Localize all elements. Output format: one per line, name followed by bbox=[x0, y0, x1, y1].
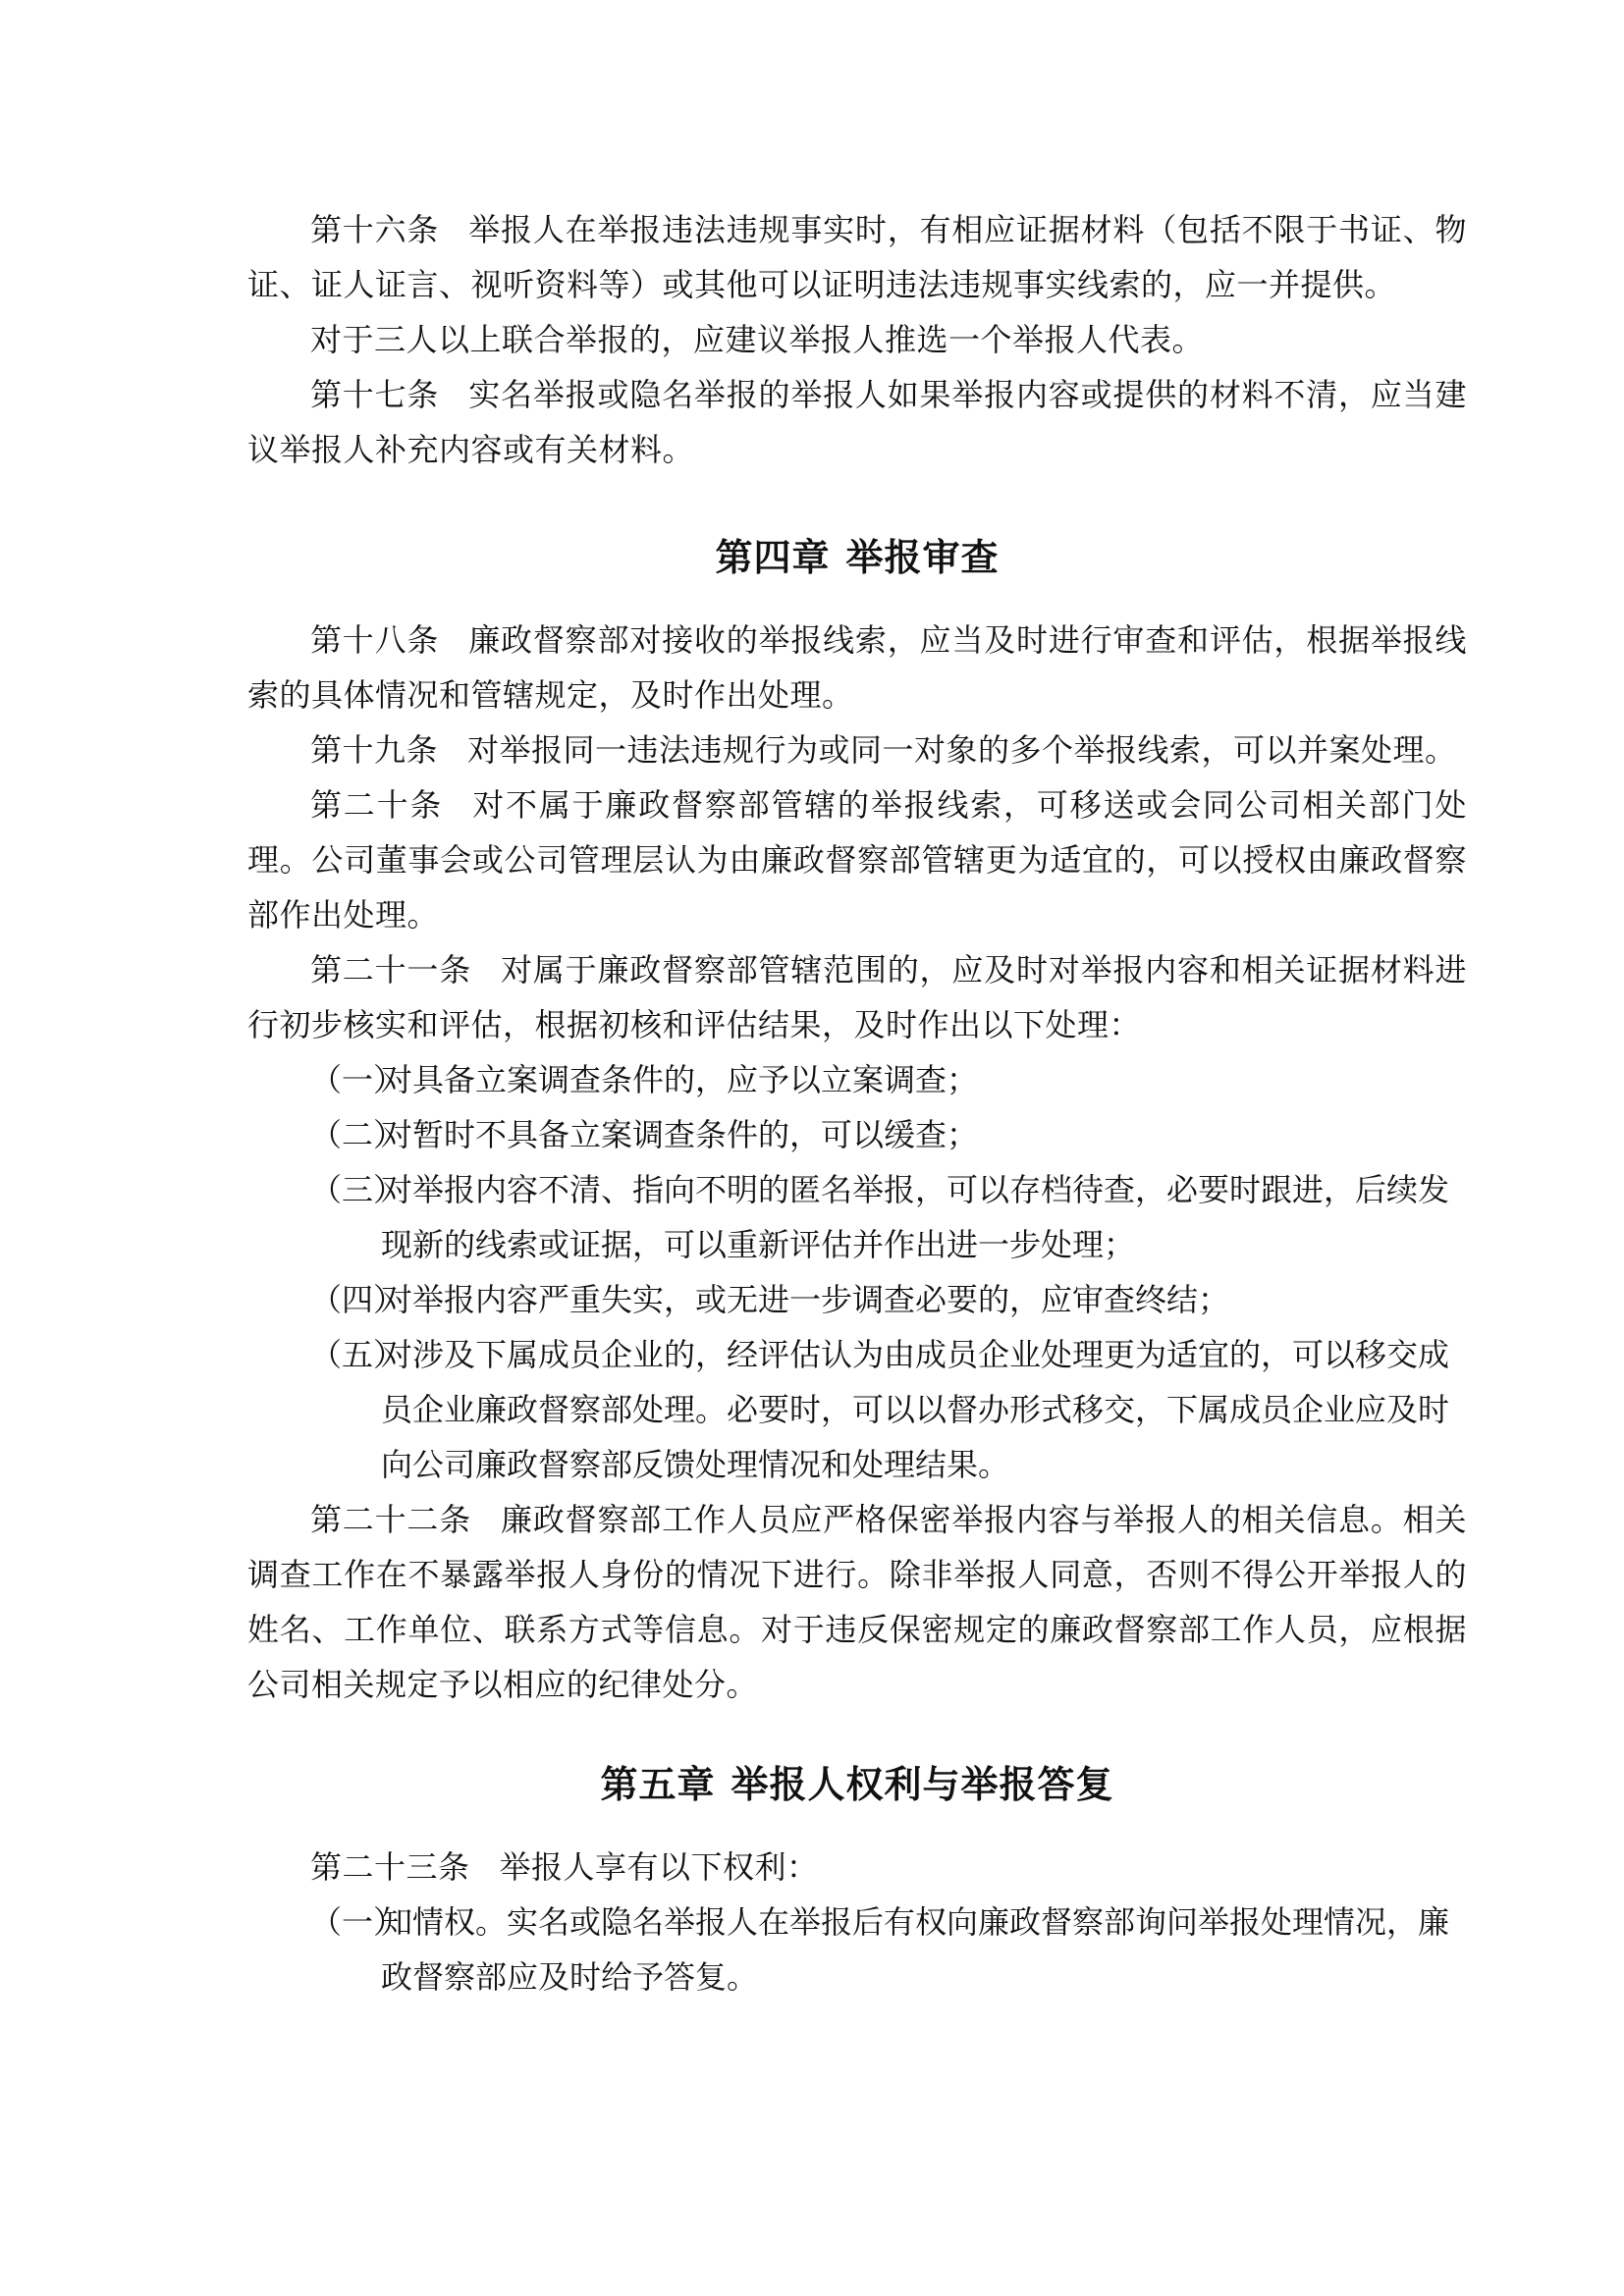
item-number: （二） bbox=[310, 1116, 406, 1153]
article-18 bbox=[247, 613, 1467, 722]
chapter-title: 举报审查 bbox=[845, 536, 1000, 579]
article-21 bbox=[247, 942, 1467, 1052]
item-number: （一） bbox=[310, 1903, 406, 1941]
article-16 bbox=[247, 202, 1467, 312]
article-number: 第十六条 bbox=[310, 211, 440, 248]
item-text: 对具备立案调查条件的，应予以立案调查； bbox=[381, 1061, 979, 1098]
document-body bbox=[247, 202, 1467, 2004]
list-item bbox=[247, 1107, 1467, 1162]
article-text: 廉政督察部对接收的举报线索，应当及时进行审查和评估，根据举报线索的具体情况和管辖规定，及时作出处理。 bbox=[247, 621, 1467, 714]
item-number: （五） bbox=[310, 1336, 406, 1373]
list-item bbox=[247, 1162, 1467, 1272]
article-22 bbox=[247, 1492, 1467, 1712]
article-19 bbox=[247, 722, 1467, 777]
article-16-paragraph-2: 对于三人以上联合举报的，应建议举报人推选一个举报人代表。 bbox=[310, 321, 1205, 358]
item-text: 对举报内容不清、指向不明的匿名举报，可以存档待查，必要时跟进，后续发现新的线索或证据，可以重新评估并作出进一步处理； bbox=[381, 1171, 1450, 1263]
item-number: （一） bbox=[310, 1061, 406, 1098]
item-number: （四） bbox=[310, 1281, 406, 1318]
article-number: 第二十三条 bbox=[310, 1848, 470, 1886]
article-text: 对举报同一违法违规行为或同一对象的多个举报线索，可以并案处理。 bbox=[467, 731, 1457, 769]
article-number: 第二十一条 bbox=[310, 951, 472, 988]
item-text: 对暂时不具备立案调查条件的，可以缓查； bbox=[381, 1116, 979, 1153]
article-text: 实名举报或隐名举报的举报人如果举报内容或提供的材料不清，应当建议举报人补充内容或有关材料。 bbox=[247, 376, 1467, 468]
article-number: 第二十二条 bbox=[310, 1501, 472, 1538]
list-item bbox=[247, 1052, 1467, 1107]
article-text: 对不属于廉政督察部管辖的举报线索，可移送或会同公司相关部门处理。公司董事会或公司管理层认为由廉政督察部管辖更为适宜的，可以授权由廉政督察部作出处理。 bbox=[247, 786, 1467, 934]
article-text: 举报人享有以下权利： bbox=[499, 1848, 819, 1886]
chapter-number: 第四章 bbox=[715, 536, 831, 579]
article-text: 廉政督察部工作人员应严格保密举报内容与举报人的相关信息。相关调查工作在不暴露举报人身份的情况下进行。除非举报人同意，否则不得公开举报人的姓名、工作单位、联系方式等信息。对于违反保密规定的廉政督察部工作人员，应根据公司相关规定予以相应的纪律处分。 bbox=[247, 1501, 1467, 1703]
chapter-title: 举报人权利与举报答复 bbox=[731, 1763, 1114, 1806]
article-number: 第十七条 bbox=[310, 376, 440, 413]
list-item bbox=[247, 1272, 1467, 1327]
item-text: 知情权。实名或隐名举报人在举报后有权向廉政督察部询问举报处理情况，廉政督察部应及时给予答复。 bbox=[381, 1903, 1450, 1996]
article-23 bbox=[247, 1840, 1467, 1895]
article-text: 举报人在举报违法违规事实时，有相应证据材料（包括不限于书证、物证、证人证言、视听资料等）或其他可以证明违法违规事实线索的，应一并提供。 bbox=[247, 211, 1467, 303]
item-number: （三） bbox=[310, 1171, 406, 1208]
list-item bbox=[247, 1895, 1467, 2004]
article-number: 第十九条 bbox=[310, 731, 439, 769]
article-20 bbox=[247, 777, 1467, 942]
article-17 bbox=[247, 367, 1467, 477]
article-text: 对属于廉政督察部管辖范围的，应及时对举报内容和相关证据材料进行初步核实和评估，根据初核和评估结果，及时作出以下处理： bbox=[247, 951, 1467, 1043]
chapter-number: 第五章 bbox=[600, 1763, 716, 1806]
chapter-5-heading bbox=[247, 1755, 1467, 1814]
chapter-4-heading bbox=[247, 528, 1467, 587]
item-text: 对举报内容严重失实，或无进一步调查必要的，应审查终结； bbox=[381, 1281, 1230, 1318]
article-number: 第十八条 bbox=[310, 621, 440, 659]
list-item bbox=[247, 1327, 1467, 1492]
item-text: 对涉及下属成员企业的，经评估认为由成员企业处理更为适宜的，可以移交成员企业廉政督察部处理。必要时，可以以督办形式移交，下属成员企业应及时向公司廉政督察部反馈处理情况和处理结果。 bbox=[381, 1336, 1450, 1483]
article-number: 第二十条 bbox=[310, 786, 444, 824]
